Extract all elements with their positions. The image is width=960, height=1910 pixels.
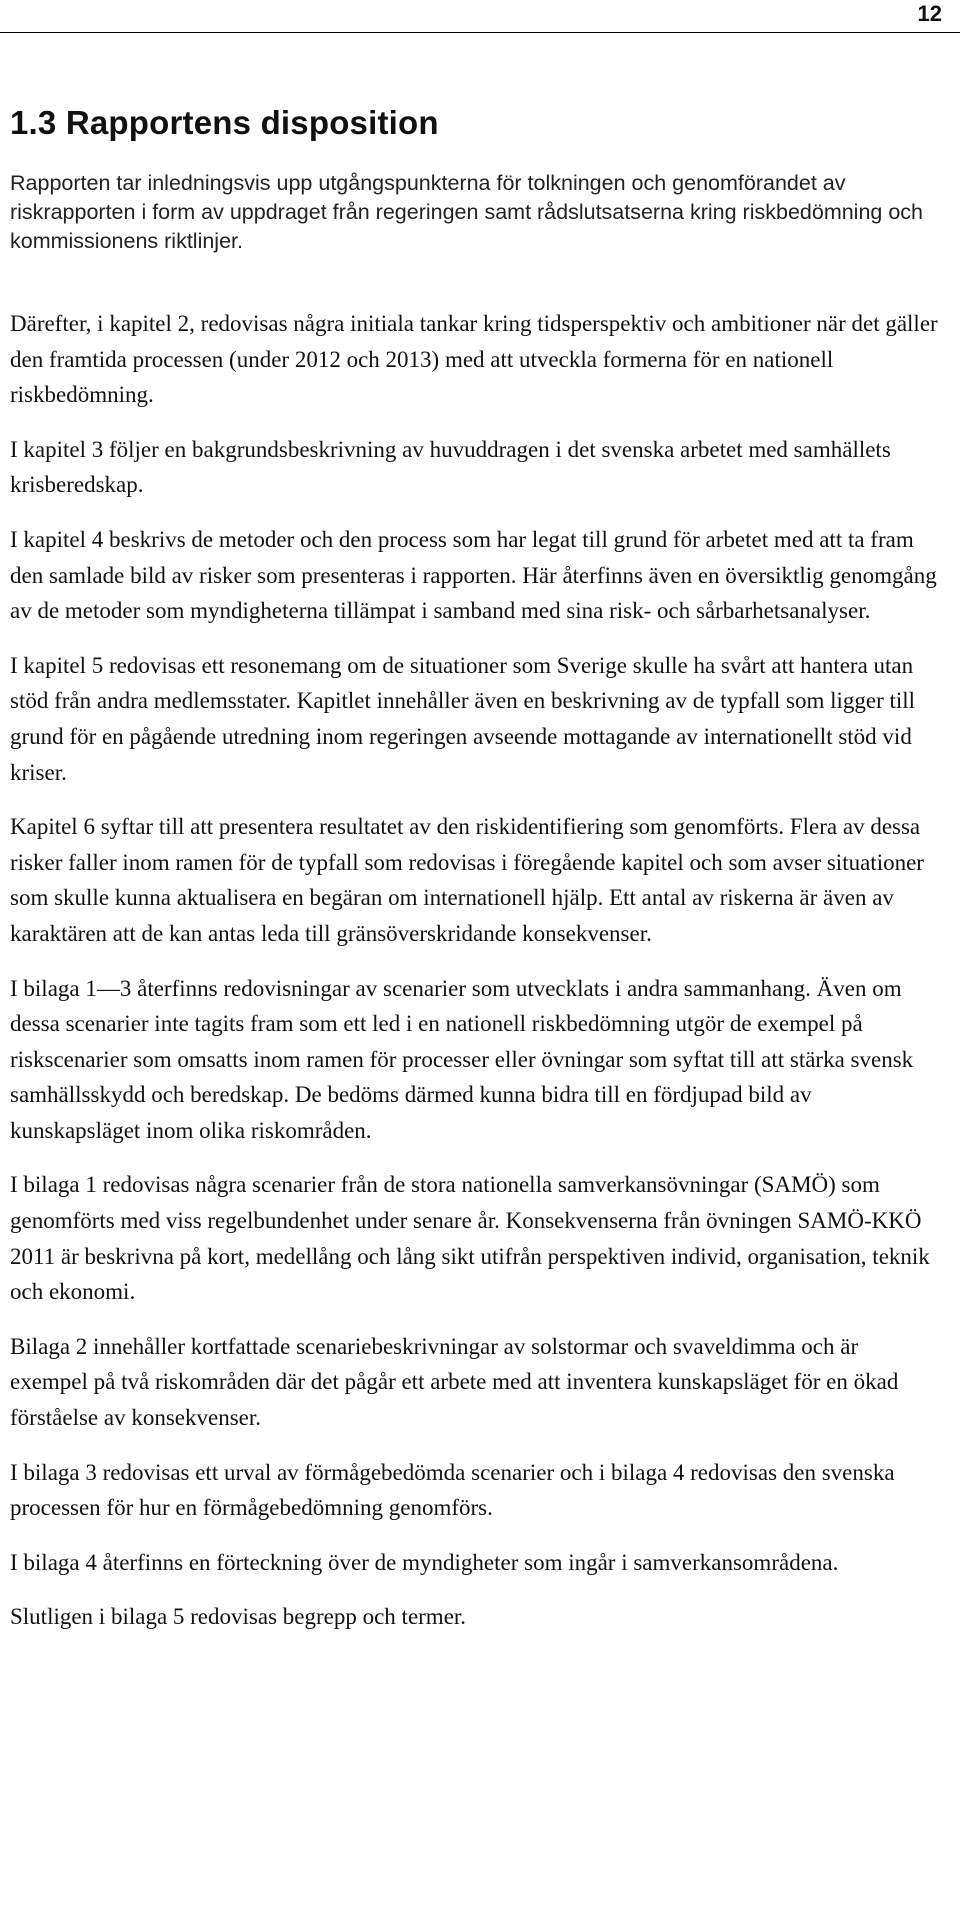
paragraph-chapter-6: Kapitel 6 syftar till att presentera resultatet av den riskidentifiering som genomförts. Flera av dessa risker faller inom ramen för de typfall som redovisas i föregående kapitel och som avser situationer som skulle kunna aktualisera en begäran om internationell hjälp. Ett antal av riskerna är även av karaktären att de kan antas leda till gränsöverskridande konsekvenser. [10, 814, 924, 946]
page-header [0, 0, 960, 33]
paragraph-chapter-2: Därefter, i kapitel 2, redovisas några initiala tankar kring tidsperspektiv och ambitioner när det gäller den framtida processen (under 2012 och 2013) med att utveckla formerna för en nationell riskbedömning. [10, 311, 938, 408]
page-number: 12 [917, 1, 942, 26]
paragraph-chapter-4: I kapitel 4 beskrivs de metoder och den process som har legat till grund för arbetet med att ta fram den samlade bild av risker som presenteras i rapporten. Här återfinns även en översiktlig genomgång av de metoder som myndigheterna tillämpat i samband med sina risk- och sårbarhetsanalyser. [10, 526, 937, 624]
intro-paragraph: Rapporten tar inledningsvis upp utgångspunkterna för tolkningen och genomförandet av riskrapporten i form av uppdraget från regeringen samt rådslutsatserna kring riskbedömning och kommissionens riktlinjer. [10, 171, 924, 253]
body-text [10, 306, 940, 1654]
paragraph-appendix-3: I bilaga 3 redovisas ett urval av förmågebedömda scenarier och i bilaga 4 redovisas den svenska processen för hur en förmågebedömning genomförs. [10, 1459, 895, 1521]
paragraph-appendix-4: I bilaga 4 återfinns en förteckning över de myndigheter som ingår i samverkansområdena. [10, 1549, 839, 1575]
section-title: 1.3 Rapportens disposition [10, 104, 439, 141]
paragraph-appendix-1: I bilaga 1 redovisas några scenarier från de stora nationella samverkansövningar (SAMÖ) som genomförts med viss regelbundenhet under senare år. Konsekvenserna från övningen SAMÖ-KKÖ 2011 är beskrivna på kort, medellång och lång sikt utifrån perspektiven individ, organisation, teknik och ekonomi. [10, 1172, 930, 1305]
paragraph-chapter-3: I kapitel 3 följer en bakgrundsbeskrivning av huvuddragen i det svenska arbetet med samhällets krisberedskap. [10, 436, 891, 498]
paragraph-chapter-5: I kapitel 5 redovisas ett resonemang om de situationer som Sverige skulle ha svårt att hantera utan stöd från andra medlemsstater. Kapitlet innehåller även en beskrivning av de typfall som ligger till grund för en pågående utredning inom regeringen avseende mottagande av internationellt stöd vid kriser. [10, 652, 916, 785]
paragraph-appendices-1-3: I bilaga 1—3 återfinns redovisningar av scenarier som utvecklats i andra sammanhang. Även om dessa scenarier inte tagits fram som ett led i en nationell riskbedömning utgör de exempel på riskscenarier som omsatts inom ramen för processer eller övningar som syftat till att stärka svensk samhällsskydd och beredskap. De bedöms därmed kunna bidra till en fördjupad bild av kunskapsläget inom olika riskområden. [10, 975, 914, 1143]
paragraph-appendix-2: Bilaga 2 innehåller kortfattade scenariebeskrivningar av solstormar och svaveldimma och är exempel på två riskområden där det pågår ett arbete med att inventera kunskapsläget för en ökad förståelse av konsekvenser. [10, 1333, 899, 1431]
paragraph-appendix-5: Slutligen i bilaga 5 redovisas begrepp och termer. [10, 1604, 467, 1630]
